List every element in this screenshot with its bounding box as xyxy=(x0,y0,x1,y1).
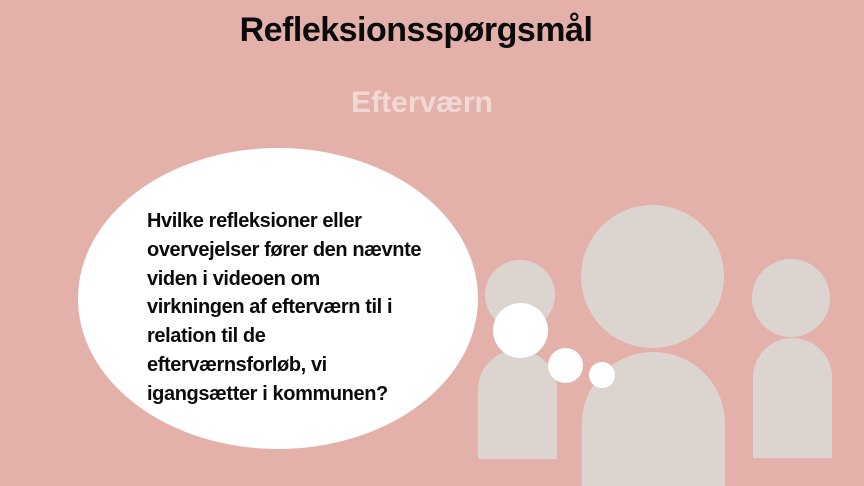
speech-bubble-line: efterværnsforløb, vi xyxy=(147,353,327,376)
speech-bubble-line: overvejelser fører den nævnte xyxy=(147,238,422,261)
speech-bubble-text xyxy=(147,207,459,409)
speech-bubble-line: Hvilke refleksioner eller xyxy=(147,210,362,232)
thought-dot-large xyxy=(493,303,548,358)
person-silhouette-center-icon xyxy=(581,205,725,486)
thought-dot-medium xyxy=(548,348,583,383)
speech-bubble-line: virkningen af efterværn til i xyxy=(147,296,393,319)
person-head xyxy=(752,259,830,337)
person-torso xyxy=(478,350,557,459)
speech-bubble-line: relation til de xyxy=(147,325,266,348)
page-title: Refleksionsspørgsmål xyxy=(239,11,593,49)
slide-subtitle: Efterværn xyxy=(351,86,493,119)
person-silhouette-left-icon xyxy=(478,260,558,459)
speech-bubble-line: igangsætter i kommunen? xyxy=(147,382,388,405)
person-silhouette-right-icon xyxy=(752,259,832,458)
person-torso xyxy=(753,338,832,458)
person-head xyxy=(581,205,724,348)
speech-bubble-line: viden i videoen om xyxy=(147,267,320,290)
thought-dot-small xyxy=(589,362,615,388)
